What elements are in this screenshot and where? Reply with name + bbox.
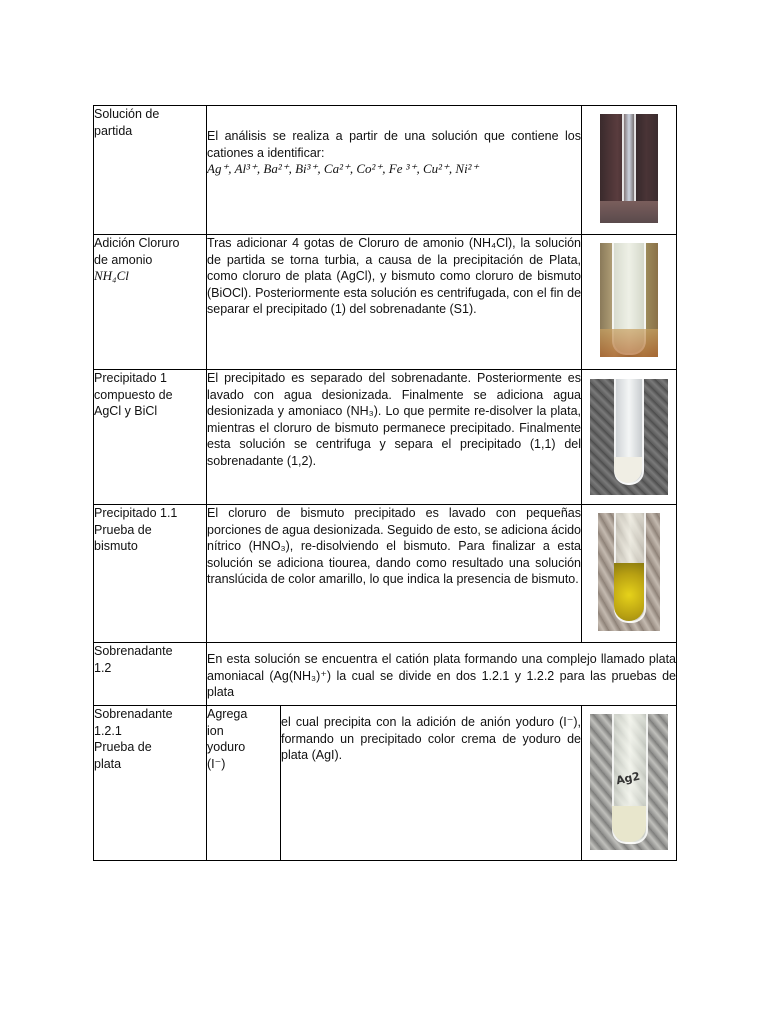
photo-cell xyxy=(582,706,677,861)
tube-marker-label: Ag2 xyxy=(614,769,642,788)
row-label: Precipitado 1.1 Prueba de bismuto xyxy=(94,505,207,643)
row-description: el cual precipita con la adición de anión yoduro (I⁻), formando un precipitado color crema de yoduro de plata (AgI). xyxy=(281,706,582,861)
table-row xyxy=(94,106,677,235)
yellow-solution-tube-image xyxy=(598,513,660,631)
row-label: Solución de partida xyxy=(94,106,207,235)
row-label: Adición Cloruro de amonio NH₄Cl xyxy=(94,235,207,370)
table-row xyxy=(94,505,677,643)
photo-cell xyxy=(582,235,677,370)
turbid-suspension-tube-image xyxy=(600,243,658,357)
white-precipitate-tube-image xyxy=(590,379,668,495)
table-row xyxy=(94,643,677,706)
analysis-table xyxy=(93,105,677,861)
description-text: El análisis se realiza a partir de una solución que contiene los cationes a identificar: xyxy=(207,129,582,160)
photo-cell xyxy=(582,505,677,643)
row-label: Precipitado 1 compuesto de AgCl y BiCl xyxy=(94,370,207,505)
row-label: Sobrenadante 1.2.1 Prueba de plata xyxy=(94,706,207,861)
table-row xyxy=(94,235,677,370)
row-description: En esta solución se encuentra el catión plata formando una complejo llamado plata amoniacal (Ag(NH₃)⁺) la cual se divide en dos 1.2.1 y 1.2.2 para las pruebas de plata xyxy=(207,643,677,706)
row-description xyxy=(207,106,582,235)
clear-solution-tube-image xyxy=(600,114,658,223)
photo-cell xyxy=(582,370,677,505)
row-description: El precipitado es separado del sobrenadante. Posteriormente es lavado con agua desionizada. Finalmente se adiciona agua desionizada y amoniaco (NH₃). Lo que permite re-disolver la plata, mientras el cloruro de bismuto permanece precipitado. Finalmente esta solución se centrifuga y separa el precipitado (1,1) del sobrenadante (1,2). xyxy=(207,370,582,505)
photo-cell xyxy=(582,106,677,235)
row-description: Tras adicionar 4 gotas de Cloruro de amonio (NH₄Cl), la solución de partida se torna turbia, a causa de la precipitación de Plata, como cloruro de plata (AgCl), y bismuto como cloruro de bismuto (BiOCl). Posteriormente esta solución es centrifugada, con el fin de separar el precipitado (1) del sobrenadante (S1). xyxy=(207,235,582,370)
table-row xyxy=(94,370,677,505)
row-description: El cloruro de bismuto precipitado es lavado con pequeñas porciones de agua desionizada. Seguido de esto, se adiciona ácido nítrico (HNO₃), re-disolviendo el bismuto. Para finalizar a esta solución se adiciona tiourea, dando como resultado una solución translúcida de color amarillo, lo que indica la presencia de bismuto. xyxy=(207,505,582,643)
reagent-cell: Agrega ion yoduro (I⁻) xyxy=(207,706,281,861)
row-label: Sobrenadante 1.2 xyxy=(94,643,207,706)
cations-list: Ag⁺, Al³⁺, Ba²⁺, Bi³⁺, Ca²⁺, Co²⁺, Fe ³⁺, Cu²⁺, Ni²⁺ xyxy=(207,161,479,176)
table-row xyxy=(94,706,677,861)
cream-precipitate-tube-image xyxy=(590,714,668,850)
